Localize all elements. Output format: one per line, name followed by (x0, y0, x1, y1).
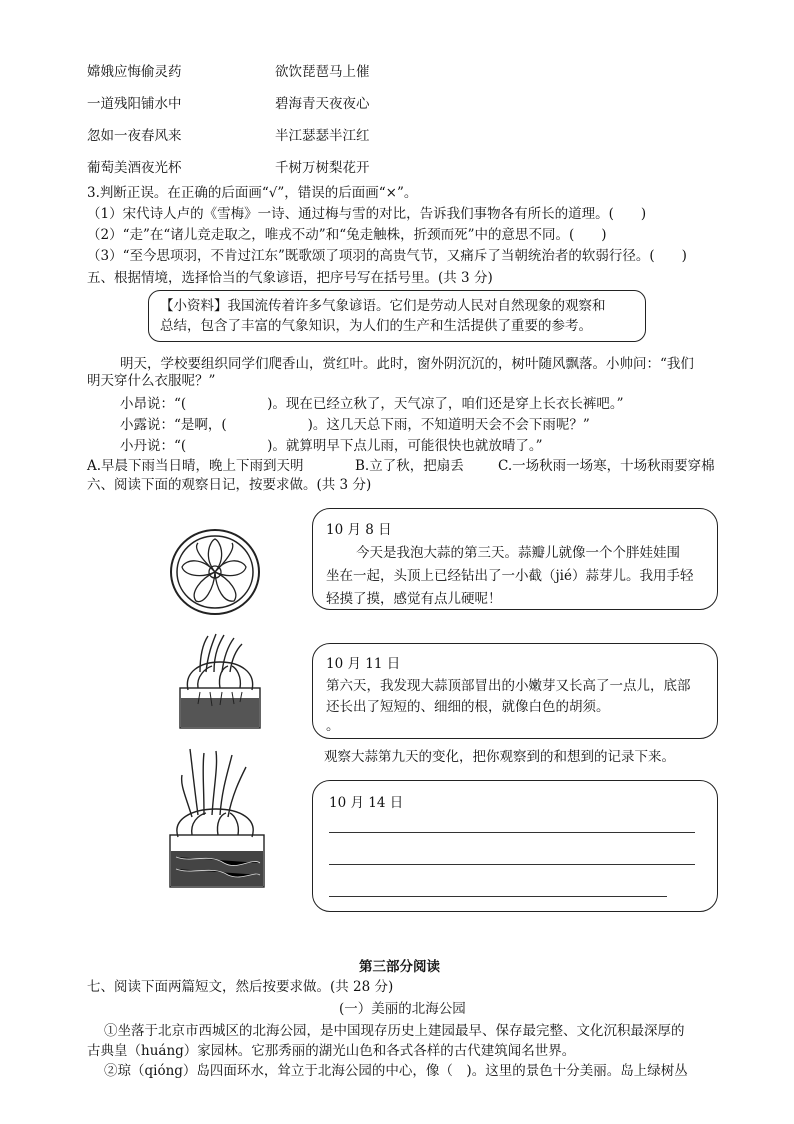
judge-title: 3.判断正误。在正确的后面画“√”，错误的后面画“×”。 (87, 185, 418, 201)
diary-2-date: 10 月 11 日 (326, 656, 401, 672)
option-b: B.立了秋，把扇丢 (355, 458, 464, 474)
option-a: A.早晨下雨当日晴，晚上下雨到天明 (87, 458, 304, 474)
match-left-3: 忽如一夜春风来 (87, 128, 182, 144)
writing-line-2[interactable] (329, 864, 695, 865)
match-right-1: 欲饮琵琶马上催 (275, 64, 370, 80)
note-line-1: 【小资料】我国流传着许多气象谚语。它们是劳动人民对自然现象的观察和 (160, 298, 606, 314)
section5-title: 五、根据情境，选择恰当的气象谚语，把序号写在括号里。(共 3 分) (87, 270, 493, 286)
garlic-sprout-image (170, 632, 270, 732)
garlic-tall-sprout-image (162, 745, 274, 890)
diary-2-line-1: 第六天，我发现大蒜顶部冒出的小嫩芽又长高了一点儿，底部 (326, 678, 691, 694)
note-line-2: 总结，包含了丰富的气象知识，为人们的生产和生活提供了重要的参考。 (160, 318, 592, 334)
article-para-1: ①坐落于北京市西城区的北海公园，是中国现存历史上建园最早、保存最完整、文化沉积最深厚的 (104, 1023, 685, 1039)
diary-2-line-3: 。 (326, 718, 340, 734)
writing-line-3[interactable] (329, 896, 667, 897)
match-left-1: 嫦娥应悔偷灵药 (87, 64, 182, 80)
article-title: (一）美丽的北海公园 (339, 1001, 466, 1017)
diary-1-date: 10 月 8 日 (326, 522, 392, 538)
dialog-1: 小昂说：“( )。现在已经立秋了，天气凉了，咱们还是穿上长衣长裤吧。” (120, 396, 624, 412)
diary-3-date: 10 月 14 日 (329, 795, 404, 811)
judge-item-3: （3）“至今思项羽，不肯过江东”既歌颂了项羽的高贵气节，又痛斥了当朝统治者的软弱行径。( ) (87, 248, 687, 264)
scene-line-1: 明天，学校要组织同学们爬香山，赏红叶。此时，窗外阴沉沉的，树叶随风飘落。小帅问：“我们 (120, 356, 694, 372)
scene-line-2: 明天穿什么衣服呢？” (87, 373, 216, 389)
match-right-2: 碧海青天夜夜心 (275, 96, 370, 112)
part3-title: 第三部分阅读 (359, 959, 440, 975)
match-right-4: 千树万树梨花开 (275, 160, 370, 176)
diary-2-line-2: 还长出了短短的、细细的根，就像白色的胡须。 (326, 699, 610, 715)
section6-title: 六、阅读下面的观察日记，按要求做。(共 3 分) (87, 477, 372, 493)
diary-instruction: 观察大蒜第九天的变化，把你观察到的和想到的记录下来。 (324, 749, 675, 765)
section7-title: 七、阅读下面两篇短文，然后按要求做。(共 28 分) (87, 979, 394, 995)
match-right-3: 半江瑟瑟半江红 (275, 128, 370, 144)
judge-item-1: （1）宋代诗人卢的《雪梅》一诗、通过梅与雪的对比，告诉我们事物各有所长的道理。( ) (87, 206, 647, 222)
writing-line-1[interactable] (329, 832, 695, 833)
dialog-2: 小露说：“是啊，( )。这几天总下雨，不知道明天会不会下雨呢？” (120, 417, 590, 433)
diary-1-line-3: 轻摸了摸，感觉有点儿硬呢！ (326, 591, 502, 607)
dialog-3: 小丹说：“( )。就算明早下点儿雨，可能很快也就放晴了。” (120, 438, 543, 454)
article-para-1-cont: 古典皇（huáng）家园林。它那秀丽的湖光山色和各式各样的古代建筑闻名世界。 (87, 1043, 576, 1059)
match-left-4: 葡萄美酒夜光杯 (87, 160, 182, 176)
option-c: C.一场秋雨一场寒，十场秋雨要穿棉 (498, 458, 715, 474)
garlic-top-view-image (168, 527, 263, 617)
diary-1-line-1: 今天是我泡大蒜的第三天。蒜瓣儿就像一个个胖娃娃围 (356, 545, 680, 561)
diary-1-line-2: 坐在一起，头顶上已经钻出了一小截（jié）蒜芽儿。我用手轻 (326, 568, 694, 584)
judge-item-2: （2）“走”在“诸儿竞走取之，唯戎不动”和“兔走触株，折颈而死”中的意思不同。( ) (87, 227, 607, 243)
article-para-2: ②琼（qióng）岛四面环水，耸立于北海公园的中心，像（ )。这里的景色十分美丽。岛上绿树丛 (104, 1063, 688, 1079)
match-left-2: 一道残阳铺水中 (87, 96, 182, 112)
